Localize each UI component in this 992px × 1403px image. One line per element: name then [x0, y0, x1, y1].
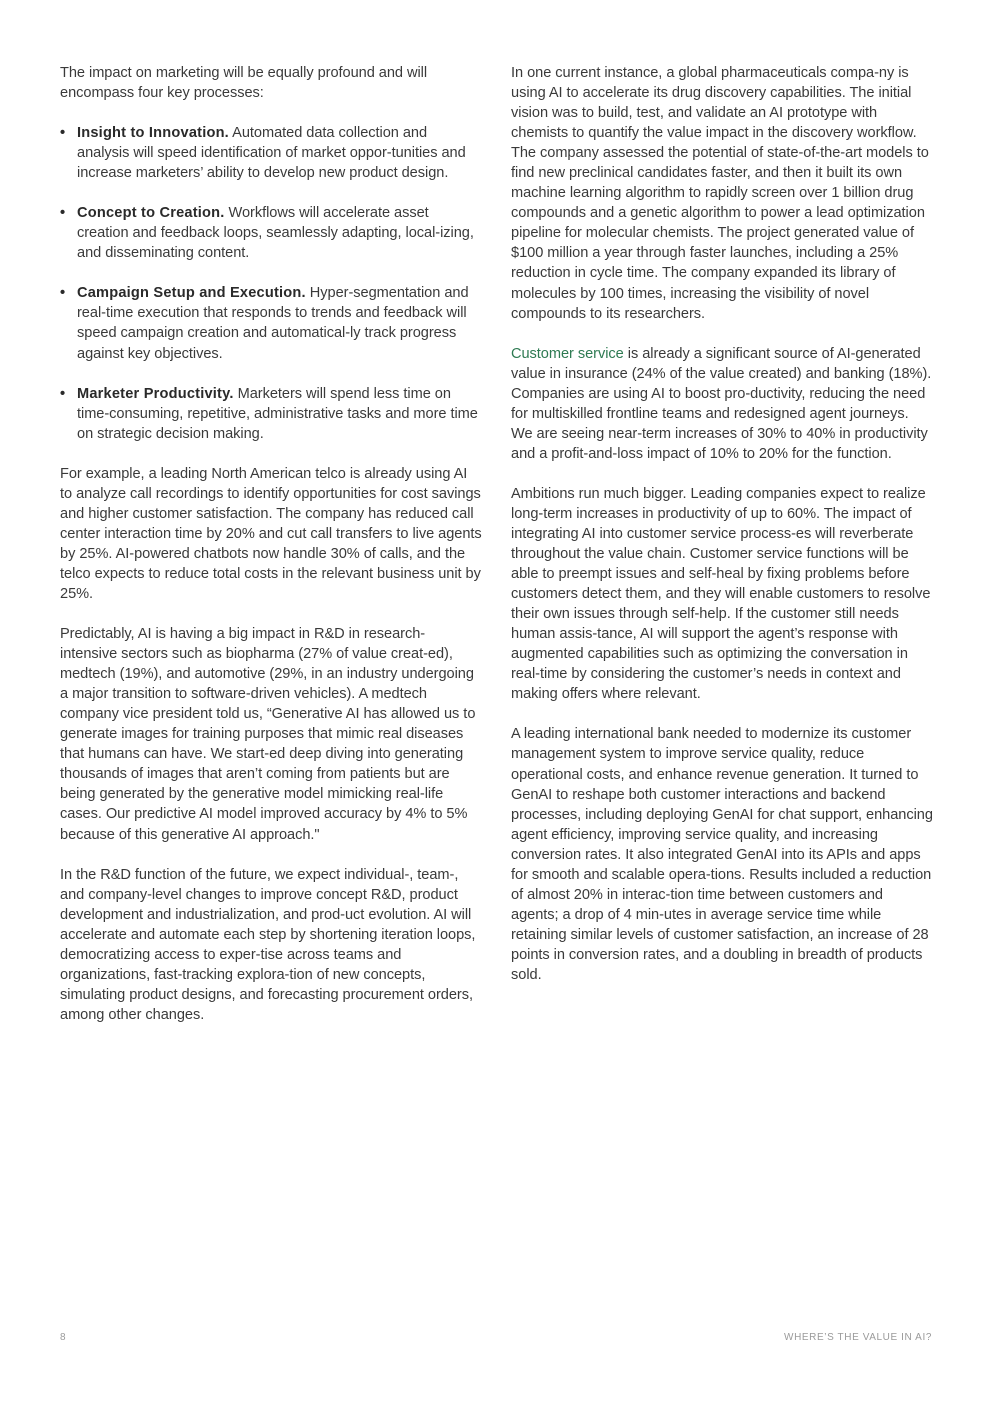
running-title: WHERE’S THE VALUE IN AI? — [784, 1332, 932, 1343]
bullet-lead: Insight to Innovation. — [77, 125, 229, 142]
list-item — [60, 123, 482, 183]
rnd-paragraph: Predictably, AI is having a big impact in R&D in research-intensive sectors such as biopharma (27% of value creat-ed), medtech (19%), and automotive (29%, in an industry undergoing a major transition to software-driven vehicles). A medtech company vice president told us, “Generative AI has allowed us to generate images for training purposes that mimic real diseases that humans can have. We start-ed deep diving into generating thousands of images that aren’t coming from patients but are being generated by the generative model mimicking real-life cases. Our predictive AI model improved accuracy by 4% to 5% because of this generative AI approach." — [60, 626, 476, 843]
bank-paragraph: A leading international bank needed to modernize its customer management system to improve service quality, reduce operational costs, and enhance revenue generation. It turned to GenAI to reshape both customer interactions and backend processes, including deploying GenAI for chat support, enhancing agent efficiency, improving service quality, and increasing conversion rates. It also integrated GenAI into its APIs and apps for smooth and scalable opera-tions. Results included a reduction of almost 20% in interac-tion time between customers and agents; a drop of 4 min-utes in average service time while retaining similar levels of customer satisfaction, an increase of 28 points in conversion rates, and a doubling in breadth of products sold. — [511, 726, 933, 983]
right-column — [511, 63, 933, 1005]
customer-service-paragraph — [511, 344, 933, 464]
customer-service-link[interactable]: Customer service — [511, 345, 624, 362]
marketing-processes-list — [60, 123, 482, 444]
bullet-lead: Marketer Productivity. — [77, 385, 234, 402]
left-column — [60, 63, 482, 1045]
pharma-paragraph: In one current instance, a global pharmaceuticals compa-ny is using AI to accelerate its drug discovery capabilities. The initial vision was to build, test, and validate an AI prototype with chemists to quantify the value impact in the discovery workflow. The company assessed the potential of state-of-the-art models to find new preclinical candidates faster, and then it built its own machine learning algorithm to rapidly screen over 1 billion drug compounds and a genetic algorithm to power a lead optimization pipeline for molecular chemists. The project generated value of $100 million a year through faster launches, including a 25% reduction in cycle time. The company expanded its library of molecules by 100 times, increasing the visibility of novel compounds to its researchers. — [511, 65, 929, 322]
list-item — [60, 203, 482, 263]
bullet-text: Hyper-segmentation and real-time execution that responds to trends and feedback will speed campaign creation and automatical-ly track progress against key objectives. — [77, 285, 469, 362]
list-item — [60, 384, 482, 444]
ambitions-paragraph: Ambitions run much bigger. Leading companies expect to realize long-term increases in productivity of up to 60%. The impact of integrating AI into customer service process-es will reverberate throughout the value chain. Customer service functions will be able to preempt issues and self-heal by fixing problems before customers detect them, and they will enable customers to resolve their own issues through self-help. If the customer still needs human assis-tance, AI will support the agent’s response with augmented capabilities such as optimizing the conversation in real-time by considering the customer’s needs in context and making offers where relevant. — [511, 485, 931, 703]
bullet-lead: Campaign Setup and Execution. — [77, 285, 306, 302]
page-number: 8 — [60, 1332, 67, 1343]
bullet-text: Marketers will spend less time on time-consuming, repetitive, administrative tasks and more time on strategic decision making. — [77, 385, 478, 442]
customer-service-text: is already a significant source of AI-generated value in insurance (24% of the value created) and banking (18%). Companies are using AI to boost pro-ductivity, reducing the need for multiskilled frontline teams and redesigned agent journeys. We are seeing near-term increases of 30% to 40% in productivity and a profit-and-loss impact of 10% to 20% for the function. — [511, 345, 932, 462]
marketing-intro: The impact on marketing will be equally profound and will encompass four key processes: — [60, 65, 428, 102]
telco-paragraph: For example, a leading North American telco is already using AI to analyze call recordings to identify opportunities for cost savings and higher customer satisfaction. The company has reduced call center interaction time by 20% and cut call transfers to live agents by 25%. AI-powered chatbots now handle 30% of calls, and the telco expects to reduce total costs in the relevant business unit by 25%. — [60, 465, 482, 602]
bullet-lead: Concept to Creation. — [77, 205, 225, 222]
bullet-text: Automated data collection and analysis will speed identification of market oppor-tunities and increase marketers’ ability to develop new product design. — [77, 125, 466, 182]
rnd-future-paragraph: In the R&D function of the future, we expect individual-, team-, and company-level changes to improve concept R&D, product development and industrialization, and prod-uct evolution. AI will accelerate and automate each step by shortening iteration loops, democratizing access to exper-tise across teams and organizations, fast-tracking explora-tion of new concepts, simulating product designs, and forecasting procurement orders, among other changes. — [60, 866, 476, 1023]
list-item — [60, 283, 482, 363]
bullet-text: Workflows will accelerate asset creation and feedback loops, seamlessly adapting, local-izing, and disseminating content. — [77, 205, 474, 262]
